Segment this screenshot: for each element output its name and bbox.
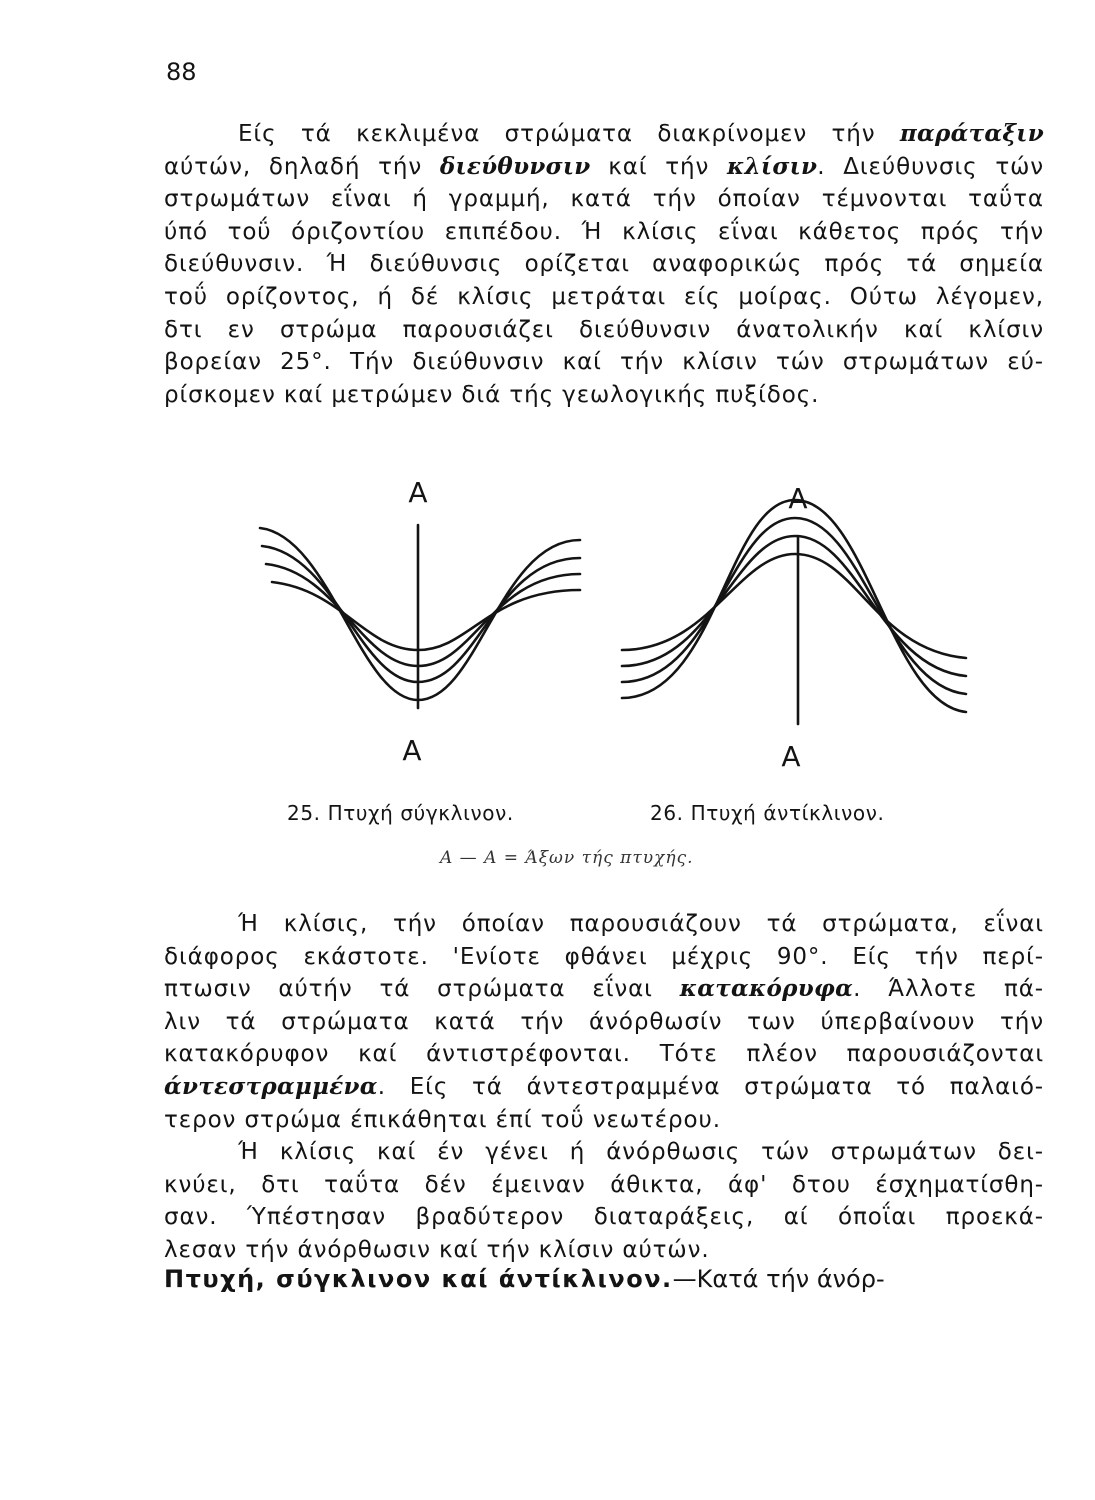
axis-label-bottom-right: Α — [781, 740, 801, 773]
text-line: πτωσιν αύτήν τά στρώματα εΐναι κατακόρυφα. Άλλοτε πά- — [164, 975, 1044, 1003]
axis-legend: Α — Α = Άξων τής πτυχής. — [440, 848, 694, 868]
text-line: διάφορος εκάστοτε. 'Ενίοτε φθάνει μέχρις 90°. Είς τήν περί- — [164, 943, 1044, 970]
emphasis-term: διεύθυνσιν — [439, 152, 591, 180]
axis-label-bottom-left: Α — [402, 734, 422, 767]
emphasis-term: παράταξιν — [899, 120, 1044, 147]
text-line: τερον στρώμα έπικάθηται έπί τοΰ νεωτέρου. — [164, 1106, 721, 1133]
stratum-line — [622, 554, 966, 658]
axis-label-top-right: Α — [788, 482, 808, 515]
text-line: αύτών, δηλαδή τήν διεύθυνσιν καί τήν κλίσιν. Διεύθυνσις τών — [164, 152, 1044, 180]
stratum-line — [262, 546, 580, 682]
stratum-line — [622, 518, 966, 694]
text-line: σαν. Ύπέστησαν βραδύτερον διαταράξεις, αί όποΐαι προεκά- — [164, 1204, 1044, 1231]
caption-anticline: 26. Πτυχή άντίκλινον. — [650, 801, 885, 825]
text-line: διεύθυνσιν. Ή διεύθυνσις ορίζεται αναφορικώς πρός τά σημεία — [164, 251, 1044, 278]
text-line: Ή κλίσις, τήν όποίαν παρουσιάζουν τά στρώματα, εΐναι — [238, 911, 1044, 937]
text-line: στρωμάτων εΐναι ή γραμμή, κατά τήν όποίαν τέμνονται ταΰτα — [164, 186, 1044, 213]
stratum-line — [260, 528, 580, 700]
text-line: Είς τά κεκλιμένα στρώματα διακρίνομεν τήν παράταξιν — [238, 120, 1044, 147]
text-line: βορείαν 25°. Τήν διεύθυνσιν καί τήν κλίσιν τών στρωμάτων εύ- — [164, 349, 1044, 376]
emphasis-term: άντεστραμμένα — [164, 1072, 378, 1100]
section-heading — [164, 1265, 1044, 1293]
fold-diagram — [250, 470, 990, 780]
caption-syncline: 25. Πτυχή σύγκλινον. — [287, 801, 514, 825]
stratum-line — [622, 536, 966, 676]
text-line: ρίσκομεν καί μετρώμεν διά τής γεωλογικής πυξίδος. — [164, 381, 820, 408]
anticline-fold — [622, 500, 966, 724]
paragraph-strata-direction — [164, 118, 1044, 411]
paragraph-dip — [164, 908, 1044, 1267]
axis-label-top-left: Α — [408, 476, 428, 509]
section-title: Πτυχή, σύγκλινον καί άντίκλινον. — [164, 1265, 673, 1293]
text-line: κνύει, δτι ταΰτα δέν έμειναν άθικτα, άφ' δτου έσχηματίσθη- — [164, 1171, 1044, 1198]
text-line: τοΰ ορίζοντος, ή δέ κλίσις μετράται είς μοίρας. Ούτω λέγομεν, — [164, 283, 1044, 310]
emphasis-term: κατακόρυφα — [679, 975, 854, 1003]
text-line: λεσαν τήν άνόρθωσιν καί τήν κλίσιν αύτών. — [164, 1236, 710, 1263]
text-line: λιν τά στρώματα κατά τήν άνόρθωσίν των ύπερβαίνουν τήν — [164, 1008, 1044, 1035]
text-line: άντεστραμμένα. Είς τά άντεστραμμένα στρώματα τό παλαιό- — [164, 1072, 1044, 1100]
emphasis-term: κλίσιν — [726, 152, 818, 180]
text-line: δτι εν στρώμα παρουσιάζει διεύθυνσιν άνατολικήν καί κλίσιν — [164, 316, 1044, 343]
section-text: —Κατά τήν άνόρ- — [672, 1265, 885, 1293]
syncline-fold — [260, 525, 580, 708]
page-number: 88 — [166, 58, 197, 86]
text-line: κατακόρυφον καί άντιστρέφονται. Τότε πλέον παρουσιάζονται — [164, 1041, 1044, 1068]
stratum-line — [272, 582, 580, 650]
text-line: ύπό τοΰ όριζοντίου επιπέδου. Ή κλίσις εΐναι κάθετος πρός τήν — [164, 218, 1044, 245]
text-line: Ή κλίσις καί έν γένει ή άνόρθωσις τών στρωμάτων δει- — [238, 1139, 1044, 1166]
stratum-line — [622, 500, 966, 712]
